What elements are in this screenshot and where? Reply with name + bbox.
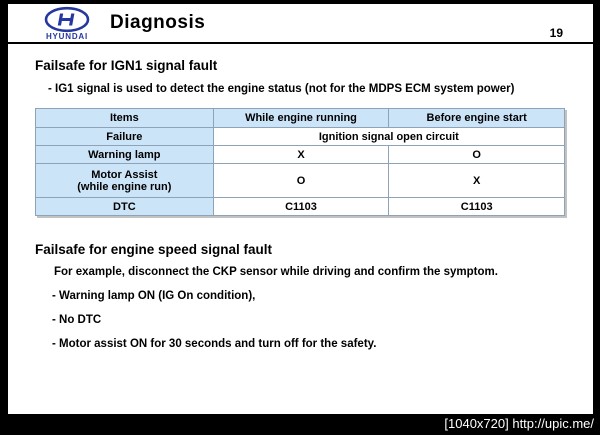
page-content [8, 4, 593, 414]
hyundai-logo-icon [35, 6, 99, 34]
dtc-while-running: C1103 [213, 198, 389, 216]
table-header-row [36, 109, 565, 128]
bullet-no-dtc: - No DTC [52, 314, 102, 326]
page-header [8, 4, 593, 44]
brand-name: HYUNDAI [45, 32, 89, 41]
table-row-failure [36, 128, 565, 146]
motor-assist-label-line2: (while engine run) [77, 180, 172, 193]
failsafe-table [35, 108, 565, 216]
engine-speed-intro-text: For example, disconnect the CKP sensor while driving and confirm the symptom. [54, 266, 498, 278]
motor-assist-while-running: O [213, 164, 389, 198]
warning-lamp-while-running: X [213, 146, 389, 164]
dtc-before-start: C1103 [389, 198, 565, 216]
watermark-text: [1040x720] http://upic.me/ [444, 416, 594, 431]
table-row-warning-lamp [36, 146, 565, 164]
watermark-bar [0, 414, 600, 435]
table-row-motor-assist [36, 164, 565, 198]
page-number: 19 [549, 26, 563, 40]
bullet-warning-lamp: - Warning lamp ON (IG On condition), [52, 290, 256, 302]
failure-label: Failure [36, 128, 214, 146]
warning-lamp-before-start: O [389, 146, 565, 164]
failure-value: Ignition signal open circuit [213, 128, 564, 146]
bullet-motor-assist: - Motor assist ON for 30 seconds and turn off for the safety. [52, 338, 377, 350]
motor-assist-before-start: X [389, 164, 565, 198]
page-title: Diagnosis [110, 12, 206, 33]
col-header-before-start: Before engine start [389, 109, 565, 128]
col-header-while-running: While engine running [213, 109, 389, 128]
table-row-dtc [36, 198, 565, 216]
motor-assist-label [36, 164, 214, 198]
ign1-intro-text: - IG1 signal is used to detect the engine status (not for the MDPS ECM system power) [48, 83, 515, 95]
hyundai-logo [34, 6, 100, 41]
section-heading-engine-speed: Failsafe for engine speed signal fault [35, 242, 273, 257]
col-header-items: Items [36, 109, 214, 128]
section-heading-ign1: Failsafe for IGN1 signal fault [35, 58, 218, 73]
warning-lamp-label: Warning lamp [36, 146, 214, 164]
motor-assist-label-line1: Motor Assist [91, 168, 158, 181]
dtc-label: DTC [36, 198, 214, 216]
